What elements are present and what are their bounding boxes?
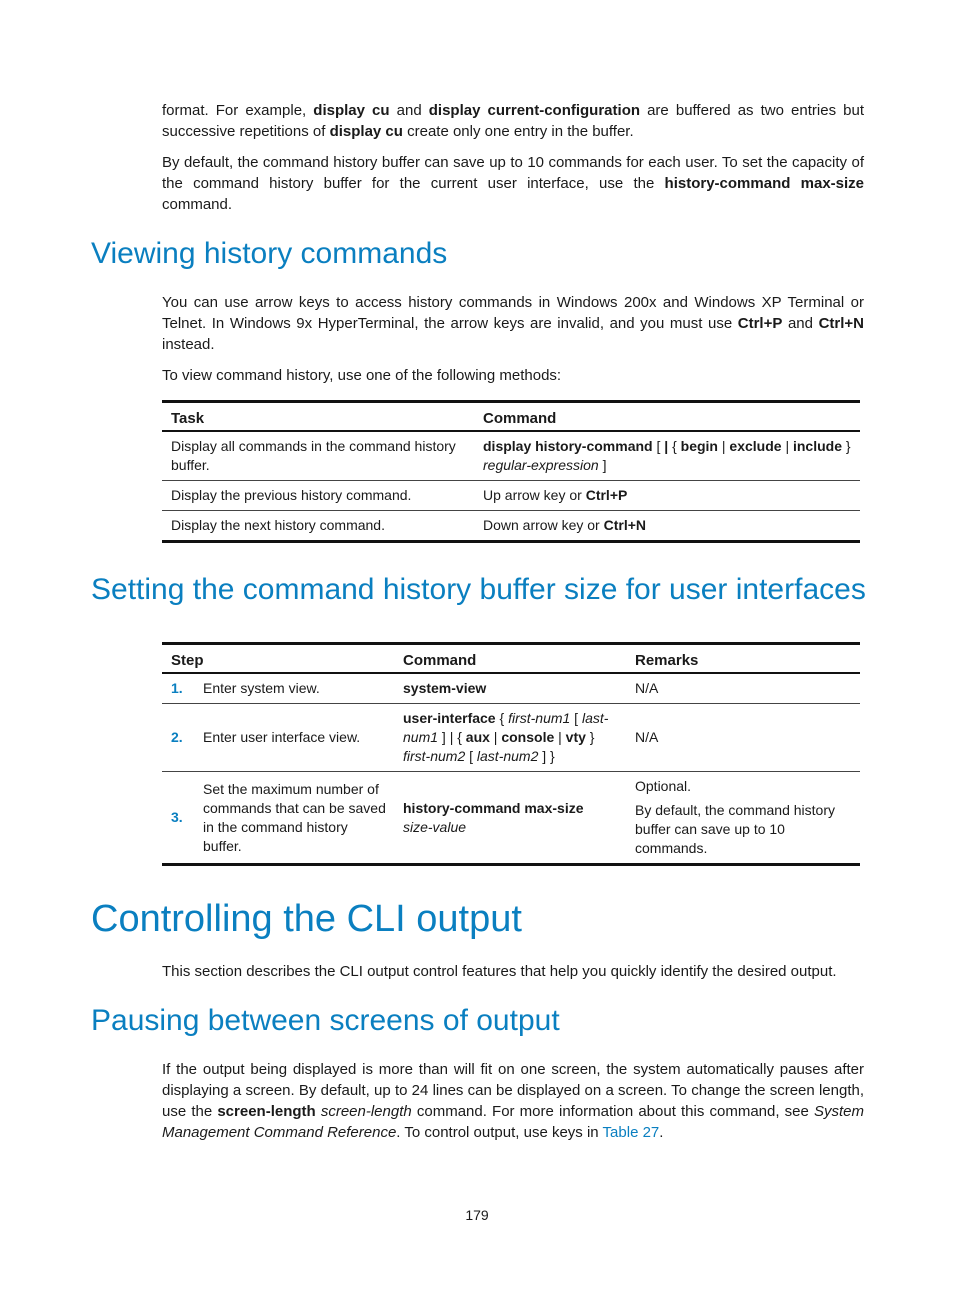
text-run: { xyxy=(495,710,509,726)
text-run: | xyxy=(489,729,502,745)
table-row xyxy=(162,431,860,481)
command-keyword: display history-command xyxy=(483,438,653,454)
command-cell xyxy=(394,772,626,865)
text-run: command. For more information about this command, see xyxy=(411,1103,814,1120)
command-cell xyxy=(474,431,860,481)
command-cell xyxy=(474,511,860,542)
command-keyword: history-command max-size xyxy=(403,799,584,816)
text-run: . To control output, use keys in xyxy=(396,1124,603,1141)
command-keyword: exclude xyxy=(729,438,782,454)
command-keyword: system-view xyxy=(403,680,487,696)
table-header-row xyxy=(162,644,860,674)
step-description: Set the maximum number of commands that can be saved in the command history buffer. xyxy=(203,780,386,854)
text-run: and xyxy=(389,102,429,119)
key-combo: Ctrl+P xyxy=(737,315,783,332)
task-cell: Display all commands in the command history buffer. xyxy=(171,438,456,473)
task-cell: Display the previous history command. xyxy=(171,487,412,503)
text-run: By default, the command history buffer can save up to 10 commands for each user. To set the capacity of the command history buffer for the current user interface, use the xyxy=(162,154,864,192)
command-keyword: screen-length xyxy=(217,1103,316,1120)
argument: screen-length xyxy=(320,1103,412,1120)
task-cell: Display the next history command. xyxy=(171,517,385,533)
step-description: Enter system view. xyxy=(203,680,320,696)
command-cell xyxy=(474,481,860,511)
pausing-paragraph xyxy=(162,1059,864,1143)
command-keyword: display current-configuration xyxy=(428,102,641,119)
column-header-remarks: Remarks xyxy=(635,652,699,669)
argument: regular-expression xyxy=(483,457,599,473)
viewing-paragraph-2: To view command history, use one of the following methods: xyxy=(162,367,562,384)
command-keyword: console xyxy=(501,729,555,745)
text-run: [ xyxy=(465,748,477,764)
command-keyword: begin xyxy=(680,438,718,454)
step-description: Enter user interface view. xyxy=(203,729,361,745)
text-run: and xyxy=(782,315,819,332)
command-keyword: vty xyxy=(565,729,586,745)
table-row xyxy=(162,511,860,542)
text-run: are buffered as two entries but successive repetitions of xyxy=(162,102,864,140)
table-27-link[interactable]: Table 27 xyxy=(602,1124,660,1141)
table-row xyxy=(162,673,860,704)
viewing-paragraph-1 xyxy=(162,292,864,355)
document-reference: System Management Command Reference xyxy=(162,1103,864,1141)
key-combo: Ctrl+N xyxy=(818,315,864,332)
column-header-command: Command xyxy=(403,652,477,669)
text-run: instead. xyxy=(162,336,215,353)
remarks-cell: N/A xyxy=(635,729,659,745)
intro-paragraph-2 xyxy=(162,152,864,215)
key-combo: Ctrl+N xyxy=(603,517,646,533)
buffer-size-steps-table xyxy=(162,642,860,866)
table-row xyxy=(162,704,860,772)
text-run: } xyxy=(585,729,595,745)
controlling-paragraph: This section describes the CLI output control features that help you quickly identify the desired output. xyxy=(162,963,837,980)
column-header-task: Task xyxy=(171,410,205,427)
text-run: . xyxy=(659,1124,664,1141)
command-keyword: aux xyxy=(465,729,490,745)
section-heading-pausing-output: Pausing between screens of output xyxy=(91,1004,560,1037)
step-number: 1. xyxy=(171,680,183,696)
text-run: format. For example, xyxy=(162,102,314,119)
remark-line: By default, the command history buffer can save up to 10 commands. xyxy=(635,802,835,856)
text-run: command. xyxy=(162,196,233,213)
text-run: Up arrow key or xyxy=(483,487,586,503)
text-run: ] | { xyxy=(438,729,466,745)
remarks-cell xyxy=(626,772,860,865)
remarks-cell: N/A xyxy=(635,680,659,696)
table-row xyxy=(162,481,860,511)
argument: size-value xyxy=(403,818,467,835)
text-run: ] xyxy=(598,457,607,473)
step-number: 3. xyxy=(171,809,183,825)
table-header-row xyxy=(162,402,860,432)
command-keyword: user-interface xyxy=(403,710,496,726)
command-cell xyxy=(394,673,626,704)
argument: first-num2 xyxy=(403,748,466,764)
command-keyword: display cu xyxy=(329,123,403,140)
argument: last-num1 xyxy=(403,710,609,745)
argument: first-num1 xyxy=(508,710,571,726)
command-keyword: history-command max-size xyxy=(664,175,865,192)
key-combo: Ctrl+P xyxy=(585,487,628,503)
column-header-step: Step xyxy=(171,652,204,669)
text-run: Down arrow key or xyxy=(483,517,604,533)
step-number: 2. xyxy=(171,729,183,745)
intro-paragraph-1 xyxy=(162,100,864,142)
command-keyword: | xyxy=(664,438,669,454)
text-run: [ xyxy=(570,710,582,726)
command-keyword: display cu xyxy=(313,102,390,119)
section-heading-viewing-history: Viewing history commands xyxy=(91,237,448,270)
text-run: { xyxy=(668,438,681,454)
page-number: 179 xyxy=(465,1207,489,1223)
column-header-command: Command xyxy=(483,410,557,427)
text-run: If the output being displayed is more than will fit on one screen, the system automatically pauses after displaying a screen. By default, up to 24 lines can be displayed on a screen. To change the screen length, use the xyxy=(162,1061,864,1120)
text-run: create only one entry in the buffer. xyxy=(402,123,634,140)
command-keyword: include xyxy=(792,438,842,454)
section-heading-setting-buffer-size: Setting the command history buffer size for user interfaces xyxy=(91,573,866,606)
text-run: } xyxy=(842,438,851,454)
chapter-heading-controlling-cli-output: Controlling the CLI output xyxy=(91,898,522,940)
text-run: | xyxy=(781,438,793,454)
text-run: You can use arrow keys to access history commands in Windows 200x and Windows XP Terminal or Telnet. In Windows 9x HyperTerminal, the arrow keys are invalid, and you must use xyxy=(162,294,864,332)
text-run: [ xyxy=(652,438,665,454)
text-run: | xyxy=(718,438,730,454)
text-run: | xyxy=(554,729,566,745)
table-row xyxy=(162,772,860,865)
remark-line: Optional. xyxy=(635,778,692,794)
history-methods-table xyxy=(162,400,860,543)
command-cell xyxy=(394,704,626,772)
argument: last-num2 xyxy=(476,748,539,764)
text-run: ] } xyxy=(538,748,555,764)
